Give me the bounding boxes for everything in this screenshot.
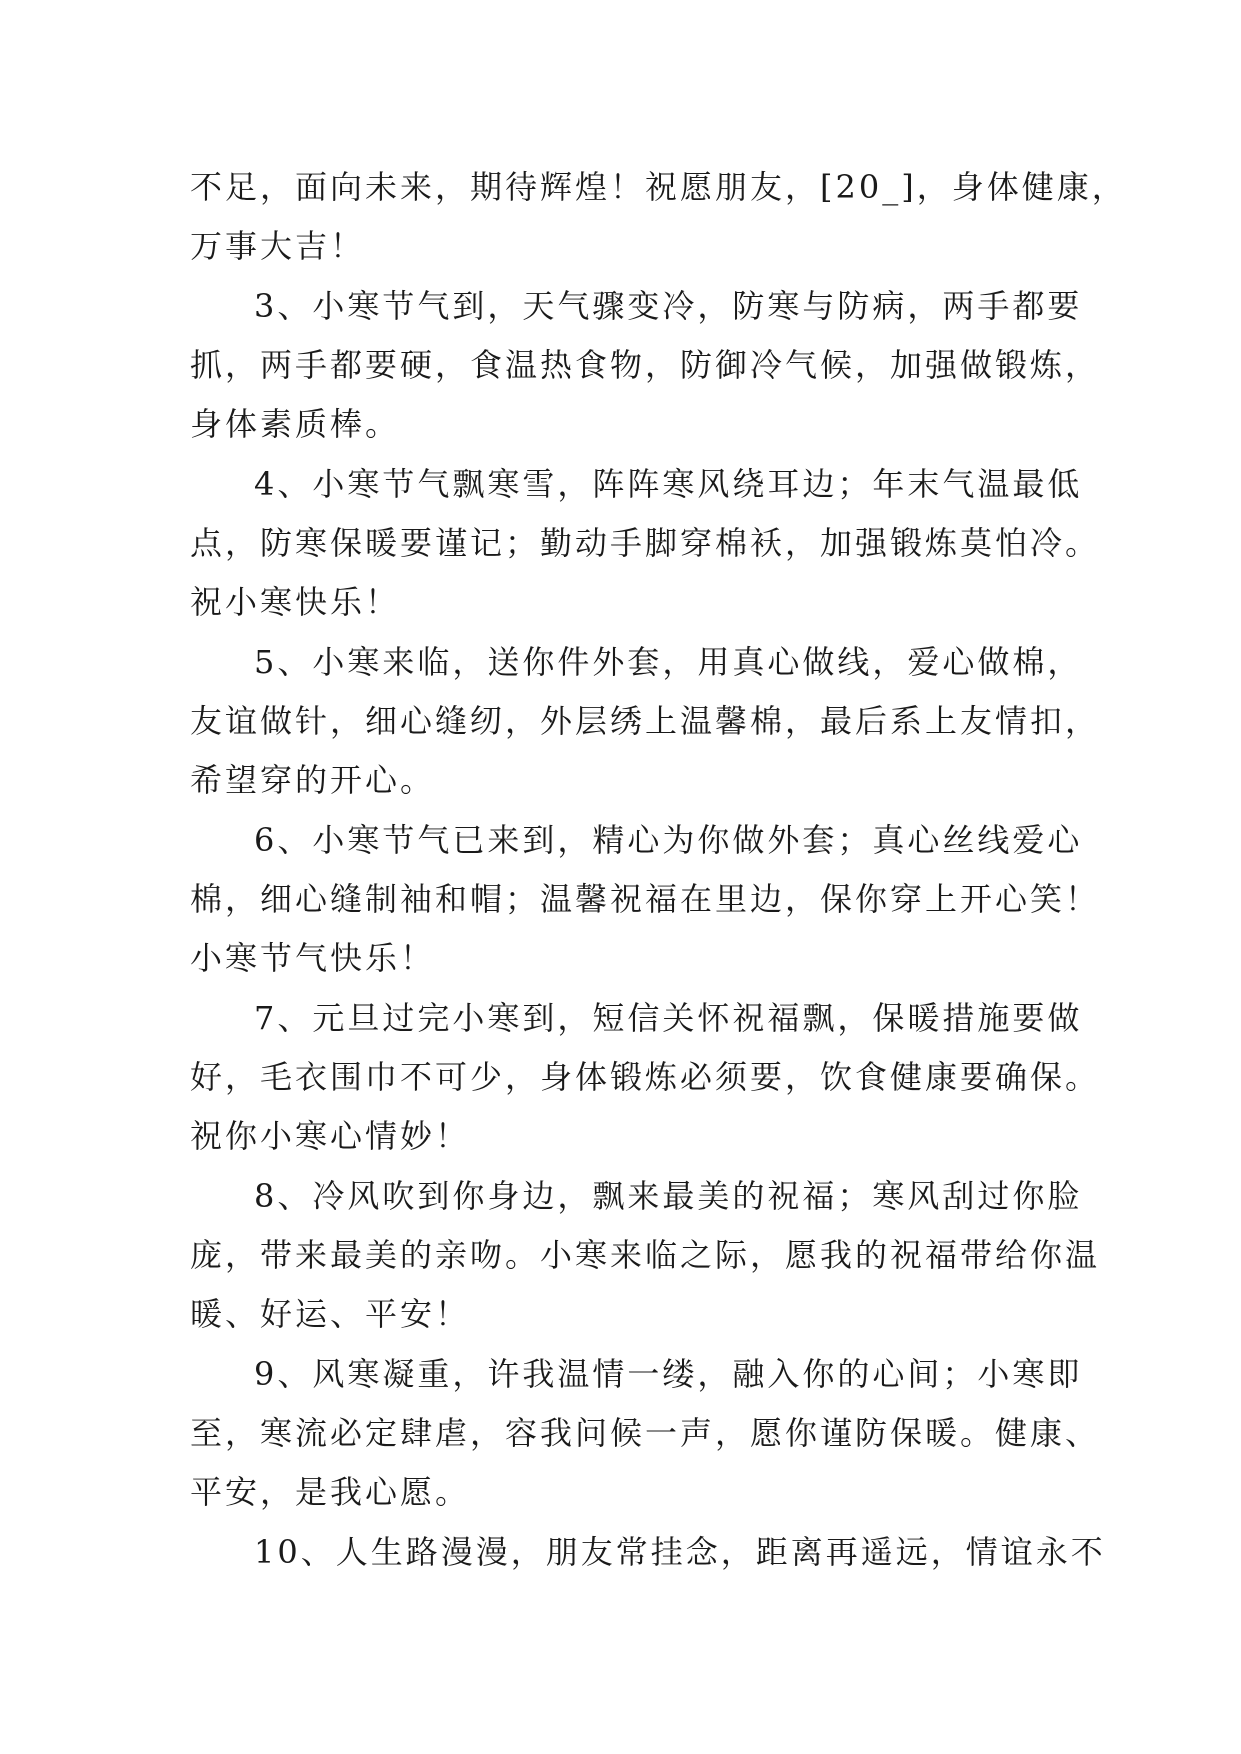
text-line: 9、风寒凝重，许我温情一缕，融入你的心间；小寒即	[254, 1355, 1083, 1393]
text-line: 祝小寒快乐！	[190, 583, 401, 621]
paragraph-item-9	[190, 1345, 1101, 1522]
paragraph-item-7	[190, 989, 1101, 1166]
text-line: 6、小寒节气已来到，精心为你做外套；真心丝线爱心	[254, 821, 1083, 859]
text-line: 友谊做针，细心缝纫，外层绣上温馨棉，最后系上友情扣，	[190, 702, 1101, 740]
text-line: 7、元旦过完小寒到，短信关怀祝福飘，保暖措施要做	[254, 999, 1083, 1037]
text-line: 8、冷风吹到你身边，飘来最美的祝福；寒风刮过你脸	[254, 1177, 1083, 1215]
paragraph-continuation	[190, 158, 1127, 276]
paragraph-item-6	[190, 811, 1101, 988]
text-line: 3、小寒节气到，天气骤变冷，防寒与防病，两手都要	[254, 287, 1083, 325]
text-line: 至，寒流必定肆虐，容我问候一声，愿你谨防保暖。健康、	[190, 1414, 1101, 1452]
text-line: 万事大吉！	[190, 227, 366, 265]
text-line: 希望穿的开心。	[190, 761, 436, 799]
text-line: 不足，面向未来，期待辉煌！祝愿朋友，[20_]，身体健康，	[190, 168, 1127, 206]
text-line: 5、小寒来临，送你件外套，用真心做线，爱心做棉，	[254, 643, 1083, 681]
text-line: 好，毛衣围巾不可少，身体锻炼必须要，饮食健康要确保。	[190, 1058, 1101, 1096]
text-line: 10、人生路漫漫，朋友常挂念，距离再遥远，情谊永不	[254, 1533, 1106, 1571]
paragraph-item-5	[190, 633, 1101, 810]
text-line: 抓，两手都要硬，食温热食物，防御冷气候，加强做锻炼，	[190, 346, 1101, 384]
text-line: 身体素质棒。	[190, 405, 401, 443]
text-line: 棉，细心缝制袖和帽；温馨祝福在里边，保你穿上开心笑！	[190, 880, 1101, 918]
text-line: 4、小寒节气飘寒雪，阵阵寒风绕耳边；年末气温最低	[254, 465, 1083, 503]
paragraph-item-8	[190, 1167, 1101, 1344]
text-line: 祝你小寒心情妙！	[190, 1117, 471, 1155]
text-line: 庞，带来最美的亲吻。小寒来临之际，愿我的祝福带给你温	[190, 1236, 1101, 1274]
paragraph-item-3	[190, 277, 1101, 454]
text-line: 小寒节气快乐！	[190, 939, 436, 977]
paragraph-item-4	[190, 455, 1101, 632]
document-body	[190, 158, 1127, 1583]
text-line: 点，防寒保暖要谨记；勤动手脚穿棉袄，加强锻炼莫怕冷。	[190, 524, 1101, 562]
text-line: 暖、好运、平安！	[190, 1295, 471, 1333]
text-line: 平安，是我心愿。	[190, 1473, 471, 1511]
paragraph-item-10	[190, 1523, 1106, 1582]
